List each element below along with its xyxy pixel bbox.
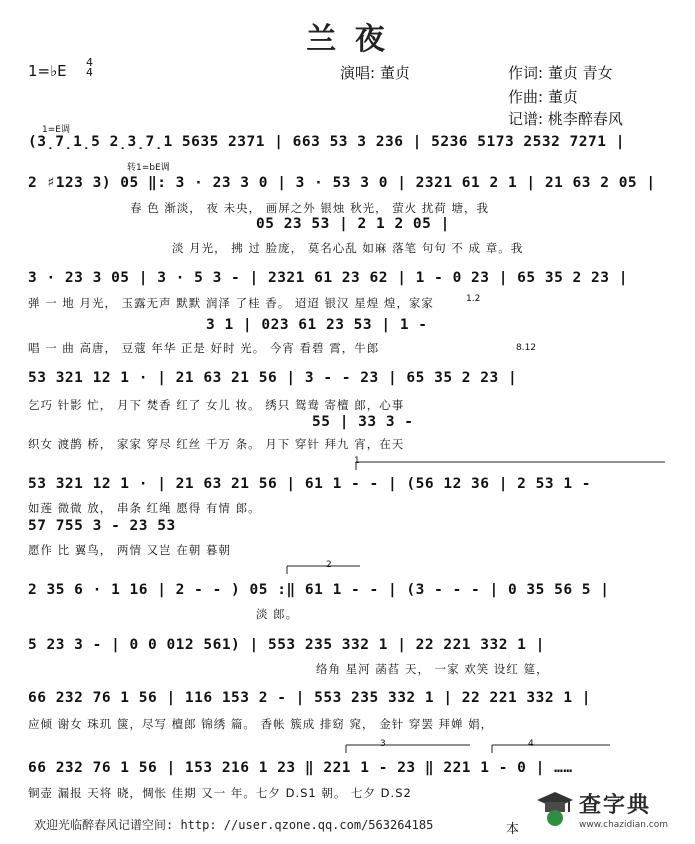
footer-ben: 本 [506, 822, 520, 837]
bracket-2: 2 [326, 560, 332, 570]
time-sig-top: 4 [86, 56, 93, 69]
score-line-5: 53 321 12 1 · | 21 63 21 56 | 61 1 - - | (56 12 36 | 2 53 1 - [28, 476, 592, 492]
graduation-cap-icon [535, 788, 575, 828]
bracket-4: 4 [528, 739, 534, 749]
logo-url: www.chazidian.com [579, 820, 669, 830]
lyric-line-2a: 春 色 渐淡， 夜 未央， 画屏之外 银烛 秋光， 萤火 扰荷 塘，我 [130, 201, 490, 215]
lyric-line-9: 铜壶 漏报 天将 晓，惆怅 佳期 又一 年。七夕 D.S1 朝。 七夕 D.S2 [28, 786, 412, 800]
score-line-6: 2 35 6 · 1 16 | 2 - - ) 05 :‖ 61 1 - - | (3 - - - | 0 35 56 5 | [28, 582, 610, 598]
lyric-line-4b: 织女 渡鹊 桥， 家家 穿尽 红丝 千万 条。 月下 穿针 拜九 宵，在天 [28, 437, 405, 451]
score-line-5b: 57 755 3 - 23 53 [28, 518, 176, 534]
bracket-1: 1 [354, 456, 360, 466]
key-change-note: 转1=bE调 [127, 163, 170, 173]
score-line-9: 66 232 76 1 56 | 153 216 1 23 ‖ 221 1 - 23 ‖ 221 1 - 0 | …… [28, 760, 573, 776]
score-line-2: 2 ♯123 3) 05 ‖: 3 · 23 3 0 | 3 · 53 3 0 | 2321 61 2 1 | 21 63 2 05 | [28, 175, 656, 191]
score-line-4b: 55 | 33 3 - [312, 414, 414, 430]
score-line-4: 53 321 12 1 · | 21 63 21 56 | 3 - - 23 | 65 35 2 23 | [28, 370, 518, 386]
footer-text: 欢迎光临醉春风记谱空间: http: //user.qzone.qq.com/563264185 [34, 818, 434, 832]
volta-label-a: 1.2 [466, 294, 481, 304]
lyric-line-4a: 乞巧 针影 忙， 月下 焚香 红了 女儿 妆。 绣只 鸳鸯 寄檀 郎，心事 [28, 398, 405, 412]
key-note-1: 1=E调 [42, 125, 70, 135]
score-line-1: (3̣7̣1̣5 2̣3̣7̣1 5635 2371 | 663 53 3 236 | 5236 5173 2532 7271 | [28, 134, 625, 150]
score-line-7: 5 23 3 - | 0 0 012 561) | 553 235 332 1 | 22 221 332 1 | [28, 637, 545, 653]
composer-credit: 作曲: 董贞 [508, 88, 578, 106]
key-signature: 1=♭E [28, 62, 67, 80]
lyric-line-5b: 愿作 比 翼鸟， 两情 又岂 在朝 暮朝 [28, 543, 231, 557]
lyric-line-7: 络角 星河 菡萏 天， 一家 欢笑 设红 筵， [316, 662, 549, 676]
score-line-3b: 3 1 | 023 61 23 53 | 1 - [206, 317, 428, 333]
score-line-8: 66 232 76 1 56 | 116 153 2 - | 553 235 332 1 | 22 221 332 1 | [28, 690, 592, 706]
singer-credit: 演唱: 董贞 [340, 64, 410, 82]
score-line-3: 3 · 23 3 05 | 3 · 5 3 - | 2321 61 23 62 | 1 - 0 23 | 65 35 2 23 | [28, 270, 628, 286]
lyric-line-3a: 弹 一 地 月光， 玉露无声 默默 润泽 了桂 香。 迢迢 银汉 星煌 煌，家家 [28, 296, 434, 310]
lyricist-credit: 作词: 董贞 青女 [508, 64, 613, 82]
lyric-line-5a: 如莲 微微 放， 串条 红绳 愿得 有情 郎。 [28, 501, 261, 515]
site-logo[interactable] [535, 782, 685, 838]
transcriber-credit: 记谱: 桃李醉春风 [508, 110, 623, 128]
lyric-line-6: 淡 郎。 [256, 607, 299, 621]
lyric-line-8: 应倾 谢女 珠玑 箧，尽写 檀郎 锦绣 篇。 香帐 簇成 排窈 窕， 金针 穿罢 拜婵 娟， [28, 717, 494, 731]
lyric-line-2b: 淡 月光， 拂 过 脸庞， 莫名心乱 如麻 落笔 句句 不 成 章。我 [172, 241, 524, 255]
lyric-line-3b: 唱 一 曲 高唐， 豆蔻 年华 正是 好时 光。 今宵 看碧 霄，牛郎 [28, 341, 380, 355]
page-title: 兰 夜 [306, 22, 389, 57]
time-sig-bottom: 4 [86, 66, 93, 79]
volta-label-b: 8.12 [516, 343, 537, 353]
score-line-2b: 05 23 53 | 2 1 2 05 | [256, 216, 450, 232]
bracket-3: 3 [380, 739, 386, 749]
logo-name: 查字典 [579, 793, 652, 818]
